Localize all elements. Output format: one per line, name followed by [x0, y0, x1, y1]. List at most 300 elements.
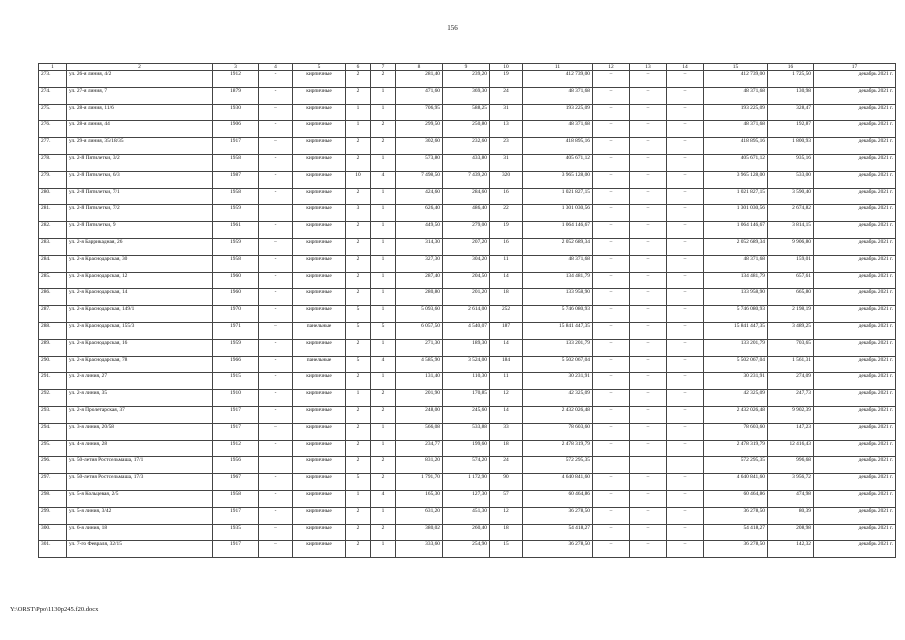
- column-number-header: 3: [213, 64, 259, 71]
- table-cell: [259, 205, 293, 222]
- table-cell: 134 481,79: [523, 272, 593, 289]
- table-cell: -: [259, 406, 293, 423]
- table-cell: 1: [371, 507, 396, 524]
- table-cell: 4: [371, 171, 396, 188]
- table-cell: -: [259, 356, 293, 373]
- table-cell: 16: [490, 238, 523, 255]
- table-cell: 1910: [213, 390, 259, 407]
- table-cell: 7 498,50: [396, 171, 443, 188]
- table-cell: 449,50: [396, 222, 443, 239]
- table-cell: 14: [490, 406, 523, 423]
- table-cell: –: [630, 541, 667, 558]
- table-row: [39, 373, 896, 390]
- table-cell: -: [259, 71, 293, 88]
- table-cell: 2: [346, 138, 371, 155]
- column-number-header: 10: [490, 64, 523, 71]
- table-cell: 2: [346, 524, 371, 541]
- table-cell: 299.: [39, 507, 67, 524]
- table-cell: 252: [490, 306, 523, 323]
- table-cell: 5: [346, 474, 371, 491]
- table-cell: 2: [346, 373, 371, 390]
- table-cell: 193 225,09: [523, 104, 593, 121]
- table-cell: 631,20: [396, 507, 443, 524]
- table-cell: 5 093,60: [396, 306, 443, 323]
- table-cell: 295.: [39, 440, 67, 457]
- table-cell: кирпичные: [293, 222, 346, 239]
- table-cell: 5 746 080,93: [523, 306, 593, 323]
- table-cell: 1: [371, 339, 396, 356]
- table-cell: ул. 2-я Баррикадная, 26: [67, 238, 213, 255]
- table-cell: 3 489,25: [768, 322, 814, 339]
- table-cell: 2: [371, 390, 396, 407]
- table-row: [39, 121, 896, 138]
- table-cell: ул. 26-я линия, 4/2: [67, 71, 213, 88]
- table-row: [39, 272, 896, 289]
- table-cell: 2: [346, 457, 371, 474]
- table-cell: –: [630, 507, 667, 524]
- housing-registry-table: [38, 63, 896, 558]
- table-cell: 1: [371, 205, 396, 222]
- table-cell: 2: [371, 71, 396, 88]
- table-cell: кирпичные: [293, 524, 346, 541]
- table-cell: 314,30: [396, 238, 443, 255]
- table-cell: 78 603,60: [523, 423, 593, 440]
- table-cell: 2 432 026,48: [523, 406, 593, 423]
- table-cell: 1: [371, 87, 396, 104]
- table-cell: –: [667, 222, 704, 239]
- table-cell: декабрь 2021 г.: [814, 524, 896, 541]
- table-cell: 5 746 080,93: [704, 306, 768, 323]
- table-cell: панельные: [293, 322, 346, 339]
- table-cell: 207,20: [443, 238, 490, 255]
- table-cell: –: [630, 205, 667, 222]
- table-cell: 1958: [213, 255, 259, 272]
- table-cell: 2: [346, 541, 371, 558]
- table-cell: кирпичные: [293, 490, 346, 507]
- table-cell: 2: [346, 406, 371, 423]
- table-cell: 14: [490, 272, 523, 289]
- table-cell: 2 198,19: [768, 306, 814, 323]
- table-cell: 90: [490, 474, 523, 491]
- table-row: [39, 222, 896, 239]
- table-row: [39, 339, 896, 356]
- table-cell: 48 371,68: [523, 255, 593, 272]
- table-cell: 1: [346, 390, 371, 407]
- table-cell: –: [593, 423, 630, 440]
- table-cell: 3 956,72: [768, 474, 814, 491]
- table-cell: –: [593, 71, 630, 88]
- table-cell: 2: [346, 339, 371, 356]
- table-row: [39, 71, 896, 88]
- table-cell: ул. 28-я линия, 11/6: [67, 104, 213, 121]
- table-cell: 588,25: [443, 104, 490, 121]
- table-cell: –: [630, 524, 667, 541]
- table-cell: 1 064 146,67: [523, 222, 593, 239]
- table-row: [39, 490, 896, 507]
- table-cell: 1930: [213, 104, 259, 121]
- table-cell: 3 524,00: [443, 356, 490, 373]
- table-cell: 2: [346, 289, 371, 306]
- table-cell: –: [593, 306, 630, 323]
- table-cell: 14: [490, 339, 523, 356]
- table-cell: 304,20: [443, 255, 490, 272]
- table-cell: ул. 5-я Кольцевая, 2/5: [67, 490, 213, 507]
- table-cell: 1: [371, 541, 396, 558]
- table-cell: 15 841 447,35: [704, 322, 768, 339]
- table-cell: 276.: [39, 121, 67, 138]
- table-cell: –: [630, 154, 667, 171]
- table-cell: 293.: [39, 406, 67, 423]
- table-cell: –: [667, 524, 704, 541]
- table-cell: 284,60: [443, 188, 490, 205]
- table-cell: 1: [371, 272, 396, 289]
- table-row: [39, 306, 896, 323]
- table-cell: 12: [490, 507, 523, 524]
- table-cell: ул. 50-летия Ростсельмаша, 17/3: [67, 474, 213, 491]
- table-cell: ул. 2-я Краснодарская, 155/3: [67, 322, 213, 339]
- table-cell: 626,40: [396, 205, 443, 222]
- table-cell: 1987: [213, 171, 259, 188]
- table-cell: 1959: [213, 205, 259, 222]
- table-row: [39, 406, 896, 423]
- table-cell: 2: [346, 71, 371, 88]
- table-cell: 299,50: [396, 121, 443, 138]
- table-cell: кирпичные: [293, 255, 346, 272]
- table-cell: 192,87: [768, 121, 814, 138]
- table-cell: 133 958,90: [523, 289, 593, 306]
- table-cell: 3 814,15: [768, 222, 814, 239]
- table-cell: 405 671,12: [523, 154, 593, 171]
- table-cell: 193 225,09: [704, 104, 768, 121]
- table-cell: 4: [371, 490, 396, 507]
- table-cell: ул. 7-го Февраля, 32/15: [67, 541, 213, 558]
- table-cell: –: [593, 188, 630, 205]
- table-cell: 80,39: [768, 507, 814, 524]
- table-cell: 4 540,07: [443, 322, 490, 339]
- table-cell: 2: [346, 87, 371, 104]
- table-cell: –: [593, 524, 630, 541]
- table-cell: -: [259, 222, 293, 239]
- table-cell: 78 603,60: [704, 423, 768, 440]
- table-cell: 130,98: [768, 87, 814, 104]
- table-cell: 405 671,12: [704, 154, 768, 171]
- table-cell: 13: [490, 121, 523, 138]
- table-cell: кирпичные: [293, 541, 346, 558]
- table-cell: 1917: [213, 541, 259, 558]
- table-cell: [667, 457, 704, 474]
- table-cell: 1: [371, 104, 396, 121]
- table-cell: 474,98: [768, 490, 814, 507]
- table-cell: –: [667, 322, 704, 339]
- table-cell: 159,01: [768, 255, 814, 272]
- table-cell: –: [593, 222, 630, 239]
- table-cell: 18: [490, 524, 523, 541]
- table-cell: 24: [490, 457, 523, 474]
- table-cell: –: [667, 205, 704, 222]
- table-cell: ул. 2-я Краснодарская, 16: [67, 339, 213, 356]
- table-cell: кирпичные: [293, 121, 346, 138]
- table-cell: -: [259, 306, 293, 323]
- table-cell: 665,80: [768, 289, 814, 306]
- table-cell: –: [593, 490, 630, 507]
- table-cell: 1970: [213, 306, 259, 323]
- table-cell: 1961: [213, 222, 259, 239]
- table-cell: 142,32: [768, 541, 814, 558]
- table-cell: декабрь 2021 г.: [814, 87, 896, 104]
- table-cell: декабрь 2021 г.: [814, 322, 896, 339]
- table-cell: –: [667, 541, 704, 558]
- table-cell: –: [667, 474, 704, 491]
- table-cell: 279,00: [443, 222, 490, 239]
- table-cell: 1: [346, 104, 371, 121]
- table-cell: 5: [371, 322, 396, 339]
- table-cell: 1960: [213, 289, 259, 306]
- table-cell: –: [593, 541, 630, 558]
- column-number-header: 11: [523, 64, 593, 71]
- table-cell: 320: [490, 171, 523, 188]
- table-cell: 286.: [39, 289, 67, 306]
- table-cell: –: [667, 154, 704, 171]
- table-cell: -: [259, 121, 293, 138]
- table-cell: декабрь 2021 г.: [814, 390, 896, 407]
- table-cell: 18: [490, 289, 523, 306]
- table-cell: –: [630, 339, 667, 356]
- table-cell: 280,80: [396, 289, 443, 306]
- table-cell: –: [630, 104, 667, 121]
- table-cell: 204,50: [443, 272, 490, 289]
- table-cell: –: [667, 507, 704, 524]
- table-cell: декабрь 2021 г.: [814, 138, 896, 155]
- table-cell: 9 902,39: [768, 406, 814, 423]
- table-cell: кирпичные: [293, 507, 346, 524]
- table-cell: 277.: [39, 138, 67, 155]
- table-cell: –: [667, 390, 704, 407]
- table-cell: –: [667, 356, 704, 373]
- table-cell: 418 895,16: [523, 138, 593, 155]
- table-cell: 5: [346, 356, 371, 373]
- table-cell: 33: [490, 423, 523, 440]
- table-cell: 4: [371, 356, 396, 373]
- table-cell: 1 021 827,15: [523, 188, 593, 205]
- table-cell: –: [630, 440, 667, 457]
- table-cell: 184: [490, 356, 523, 373]
- table-row: [39, 171, 896, 188]
- table-cell: 1 172,90: [443, 474, 490, 491]
- table-row: [39, 188, 896, 205]
- table-cell: –: [667, 104, 704, 121]
- table-cell: 133 958,90: [704, 289, 768, 306]
- table-cell: кирпичные: [293, 87, 346, 104]
- table-cell: –: [259, 322, 293, 339]
- table-cell: ул. 4-я линия, 28: [67, 440, 213, 457]
- table-cell: 1958: [213, 188, 259, 205]
- table-cell: 412 739,00: [523, 71, 593, 88]
- table-cell: кирпичные: [293, 457, 346, 474]
- table-cell: 1: [371, 423, 396, 440]
- table-cell: 451,30: [443, 507, 490, 524]
- table-cell: -: [259, 440, 293, 457]
- table-cell: 131,40: [396, 373, 443, 390]
- table-row: [39, 255, 896, 272]
- table-cell: декабрь 2021 г.: [814, 507, 896, 524]
- table-row: [39, 154, 896, 171]
- table-cell: 1966: [213, 356, 259, 373]
- table-cell: 566,08: [396, 423, 443, 440]
- table-cell: -: [259, 255, 293, 272]
- table-cell: 6 057,50: [396, 322, 443, 339]
- table-row: [39, 524, 896, 541]
- table-cell: –: [667, 188, 704, 205]
- table-cell: декабрь 2021 г.: [814, 188, 896, 205]
- table-cell: ул. 50-летия Ростсельмаша, 17/1: [67, 457, 213, 474]
- table-cell: ул. 2-й Пятилетки, 3/2: [67, 154, 213, 171]
- table-cell: декабрь 2021 г.: [814, 490, 896, 507]
- table-cell: –: [630, 289, 667, 306]
- table-cell: 292.: [39, 390, 67, 407]
- table-cell: 703,65: [768, 339, 814, 356]
- table-cell: 60 464,86: [523, 490, 593, 507]
- table-row: [39, 457, 896, 474]
- table-cell: 284.: [39, 255, 67, 272]
- table-cell: 471,60: [396, 87, 443, 104]
- table-cell: –: [667, 238, 704, 255]
- table-cell: 572 295,35: [523, 457, 593, 474]
- column-number-header: 12: [593, 64, 630, 71]
- table-cell: кирпичные: [293, 238, 346, 255]
- table-cell: –: [630, 171, 667, 188]
- table-cell: декабрь 2021 г.: [814, 71, 896, 88]
- table-cell: ул. 2-й Пятилетки, 9: [67, 222, 213, 239]
- table-cell: 1: [371, 154, 396, 171]
- column-number-header: 17: [814, 64, 896, 71]
- table-cell: декабрь 2021 г.: [814, 474, 896, 491]
- table-cell: –: [667, 255, 704, 272]
- table-cell: 285.: [39, 272, 67, 289]
- table-cell: 48 371,68: [704, 255, 768, 272]
- table-cell: 133 201,79: [523, 339, 593, 356]
- table-cell: 996,68: [768, 457, 814, 474]
- table-cell: –: [259, 238, 293, 255]
- table-cell: 1917: [213, 507, 259, 524]
- table-cell: 1 800,93: [768, 138, 814, 155]
- table-cell: 369,30: [443, 87, 490, 104]
- table-cell: кирпичные: [293, 440, 346, 457]
- table-cell: 2: [346, 222, 371, 239]
- table-cell: [593, 457, 630, 474]
- table-cell: 288.: [39, 322, 67, 339]
- table-cell: ул. 28-я линия, 44: [67, 121, 213, 138]
- table-cell: кирпичные: [293, 406, 346, 423]
- table-cell: –: [667, 289, 704, 306]
- table-cell: 250,80: [443, 121, 490, 138]
- table-cell: –: [593, 104, 630, 121]
- table-cell: 4 640 841,60: [523, 474, 593, 491]
- table-cell: 1: [371, 255, 396, 272]
- table-cell: кирпичные: [293, 272, 346, 289]
- table-row: [39, 440, 896, 457]
- table-cell: декабрь 2021 г.: [814, 121, 896, 138]
- table-cell: –: [593, 390, 630, 407]
- table-cell: 4 640 841,60: [704, 474, 768, 491]
- table-cell: –: [630, 121, 667, 138]
- table-cell: 2: [346, 440, 371, 457]
- table-cell: –: [630, 373, 667, 390]
- table-cell: -: [259, 507, 293, 524]
- table-cell: 294.: [39, 423, 67, 440]
- table-cell: –: [630, 322, 667, 339]
- table-cell: 282.: [39, 222, 67, 239]
- table-cell: –: [630, 406, 667, 423]
- table-cell: 291.: [39, 373, 67, 390]
- table-cell: -: [259, 154, 293, 171]
- table-cell: –: [630, 490, 667, 507]
- table-cell: 201,90: [396, 390, 443, 407]
- table-cell: 418 895,16: [704, 138, 768, 155]
- table-cell: 380,02: [396, 524, 443, 541]
- table-cell: 573,80: [396, 154, 443, 171]
- table-cell: 24: [490, 87, 523, 104]
- table-cell: –: [259, 104, 293, 121]
- table-cell: 273.: [39, 71, 67, 88]
- table-cell: 4 585,90: [396, 356, 443, 373]
- table-cell: 127,30: [443, 490, 490, 507]
- table-cell: 16: [490, 188, 523, 205]
- table-cell: –: [593, 205, 630, 222]
- table-cell: ул. 2-я Краснодарская, 14: [67, 289, 213, 306]
- table-cell: –: [593, 121, 630, 138]
- table-cell: декабрь 2021 г.: [814, 306, 896, 323]
- table-cell: –: [593, 406, 630, 423]
- table-cell: 278.: [39, 154, 67, 171]
- table-cell: –: [630, 255, 667, 272]
- table-cell: –: [593, 255, 630, 272]
- table-cell: 5 502 067,04: [704, 356, 768, 373]
- table-cell: 279.: [39, 171, 67, 188]
- table-cell: 36 278,50: [523, 507, 593, 524]
- table-cell: 274,09: [768, 373, 814, 390]
- table-cell: ул. 3-я линия, 20/58: [67, 423, 213, 440]
- table-cell: 30 231,91: [704, 373, 768, 390]
- table-cell: –: [630, 356, 667, 373]
- table-cell: 289.: [39, 339, 67, 356]
- table-cell: 42 325,09: [523, 390, 593, 407]
- table-cell: декабрь 2021 г.: [814, 339, 896, 356]
- table-cell: 297.: [39, 474, 67, 491]
- table-cell: 2 478 319,79: [523, 440, 593, 457]
- table-cell: 248,00: [396, 406, 443, 423]
- table-cell: ул. 2-й Пятилетки, 6/3: [67, 171, 213, 188]
- table-cell: декабрь 2021 г.: [814, 289, 896, 306]
- table-cell: –: [667, 71, 704, 88]
- table-cell: 5: [346, 306, 371, 323]
- table-cell: 2: [346, 255, 371, 272]
- table-cell: –: [630, 306, 667, 323]
- table-cell: –: [593, 474, 630, 491]
- table-cell: -: [259, 474, 293, 491]
- table-row: [39, 423, 896, 440]
- table-cell: кирпичные: [293, 104, 346, 121]
- table-cell: 1: [371, 188, 396, 205]
- table-cell: –: [630, 238, 667, 255]
- table-cell: –: [593, 507, 630, 524]
- table-cell: 1971: [213, 322, 259, 339]
- table-cell: 22: [490, 205, 523, 222]
- table-cell: 31: [490, 104, 523, 121]
- table-cell: 1958: [213, 154, 259, 171]
- column-number-header: 1: [39, 64, 67, 71]
- table-cell: 328,47: [768, 104, 814, 121]
- table-cell: –: [630, 138, 667, 155]
